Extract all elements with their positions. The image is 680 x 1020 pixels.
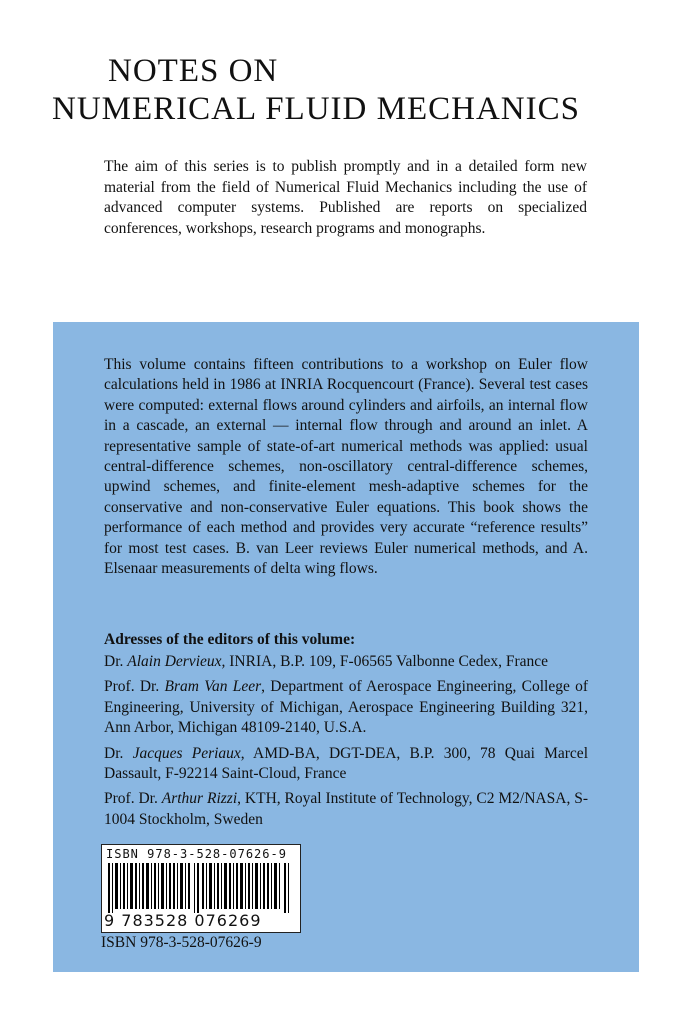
editors-list — [104, 652, 588, 835]
editor-prefix: Prof. Dr. — [104, 678, 165, 696]
barcode-digits: 9 783528 076269 — [104, 911, 262, 930]
editor-address: , AMD-BA, DGT-DEA, B.P. 300, 78 Quai Marcel Dassault, F-92214 Saint-Cloud, France — [104, 744, 588, 783]
series-title — [52, 52, 652, 128]
blue-panel — [53, 322, 639, 972]
editor-entry — [104, 744, 588, 785]
editor-prefix: Prof. Dr. — [104, 790, 162, 808]
isbn-text: ISBN 978-3-528-07626-9 — [101, 934, 262, 951]
editor-name: Alain Dervieux, — [127, 653, 226, 670]
editor-prefix: Dr. — [104, 653, 128, 670]
series-intro: The aim of this series is to publish promptly and in a detailed form new material from the field of Numerical Fluid Mechanics including the use of advanced computer systems. Published are reports on specialized conferences, workshops, research programs and monographs. — [104, 158, 587, 237]
editor-name: Bram Van Leer — [164, 678, 262, 696]
editor-entry — [104, 652, 588, 672]
series-title-line1: NOTES ON — [108, 53, 279, 89]
editor-name: Jacques Periaux — [132, 744, 241, 762]
volume-description: This volume contains fifteen contributions to a workshop on Euler flow calculations held in 1986 at INRIA Rocquencourt (France). Several test cases were computed: external flows around cylinders and airfoils, an internal flow in a cascade, an external — internal flow through and around an inlet. A representative sample of state-of-art numerical methods was applied: usual central-difference schemes, non-oscillatory central-difference schemes, upwind schemes, and finite-element mesh-adaptive schemes for the conservative and non-conservative Euler equations. This book shows the performance of each method and provides very accurate “reference results” for most test cases. B. van Leer reviews Euler numerical methods, and A. Elsenaar measurements of delta wing flows. — [104, 356, 588, 578]
series-title-line2: NUMERICAL FLUID MECHANICS — [52, 91, 580, 127]
barcode — [101, 844, 301, 933]
barcode-bars — [106, 863, 294, 913]
editor-address: , KTH, Royal Institute of Technology, C2 M2/NASA, S-1004 Stockholm, Sweden — [104, 790, 588, 828]
editor-entry — [104, 677, 588, 738]
editors-heading: Adresses of the editors of this volume: — [104, 631, 356, 648]
barcode-isbn-label: ISBN 978-3-528-07626-9 — [106, 847, 287, 861]
editor-prefix: Dr. — [104, 744, 133, 762]
editor-name: Arthur Rizzi — [161, 790, 238, 808]
editor-address: , Department of Aerospace Engineering, College of Engineering, University of Michigan, Aerospace Engineering Building 321, Ann Arbor, Michigan 48109-2140, U.S.A. — [104, 678, 589, 737]
editor-entry — [104, 789, 588, 830]
editor-address: INRIA, B.P. 109, F-06565 Valbonne Cedex, France — [225, 653, 548, 670]
